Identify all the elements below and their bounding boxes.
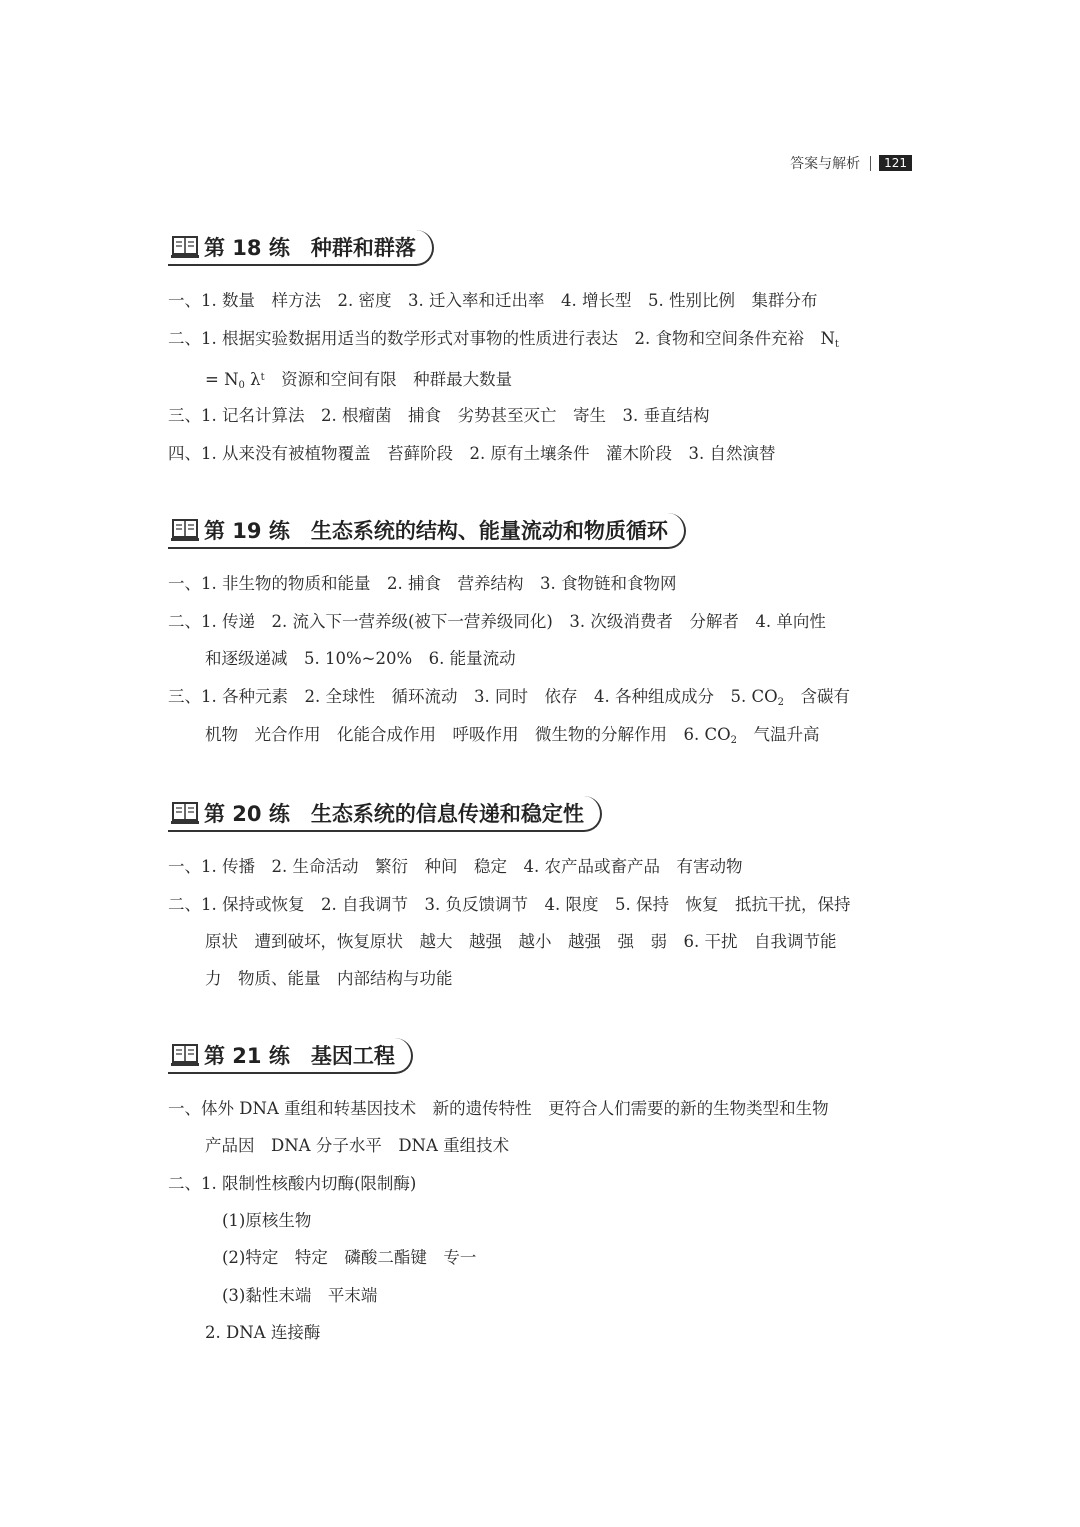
answer-line [205,725,820,751]
section-20 [168,796,913,832]
section-18 [168,230,913,266]
answer-line: 一、1. 数量 样方法 2. 密度 3. 迁入率和迁出率 4. 增长型 5. 性别比例 集群分布 [168,291,818,310]
answer-line: 三、1. 记名计算法 2. 根瘤菌 捕食 劣势甚至灭亡 寄生 3. 垂直结构 [168,406,710,425]
answer-line-text: 含碳有 [783,687,850,706]
answer-line [168,687,850,713]
subscript: t [834,339,839,350]
answer-line: (1)原核生物 [222,1211,312,1230]
answer-line-text: 三、1. 各种元素 2. 全球性 循环流动 3. 同时 依存 4. 各种组成成分 5. CO [168,687,778,706]
header-divider [870,156,871,171]
subscript: 2 [777,697,784,708]
answer-line: 二、1. 保持或恢复 2. 自我调节 3. 负反馈调节 4. 限度 5. 保持 恢复 抵抗干扰，保持 [168,895,851,914]
section-title-text: 第 20 练 生态系统的信息传递和稳定性 [204,802,584,826]
book-icon [170,518,200,542]
section-19 [168,513,913,549]
answer-line-text: 机物 光合作用 化能合成作用 呼吸作用 微生物的分解作用 6. CO [205,725,731,744]
answer-line-text: 二、1. 根据实验数据用适当的数学形式对事物的性质进行表达 2. 食物和空间条件充裕 N [168,329,835,348]
section-title-text: 第 19 练 生态系统的结构、能量流动和物质循环 [204,519,668,543]
answer-line: 四、1. 从来没有被植物覆盖 苔藓阶段 2. 原有土壤条件 灌木阶段 3. 自然演替 [168,444,776,463]
book-icon [170,1043,200,1067]
answer-line: 2. DNA 连接酶 [205,1323,321,1342]
section-title-text: 第 21 练 基因工程 [204,1044,395,1068]
section-title-20 [168,796,602,832]
answer-line: 一、体外 DNA 重组和转基因技术 新的遗传特性 更符合人们需要的新的生物类型和生物 [168,1099,829,1118]
answer-line: (3)黏性末端 平末端 [222,1286,378,1305]
section-title-21 [168,1038,413,1074]
header-title: 答案与解析 [790,156,861,172]
formula-part: = N [205,370,239,389]
section-title-18 [168,230,434,266]
answer-line-text: 气温升高 [737,725,820,744]
answer-line: 和逐级递减 5. 10%~20% 6. 能量流动 [205,649,516,668]
answer-line: 一、1. 非生物的物质和能量 2. 捕食 营养结构 3. 食物链和食物网 [168,574,677,593]
answer-line: 产品因 DNA 分子水平 DNA 重组技术 [205,1136,510,1155]
answer-line: 二、1. 传递 2. 流入下一营养级(被下一营养级同化) 3. 次级消费者 分解者 4. 单向性 [168,612,826,631]
book-icon [170,801,200,825]
section-21 [168,1038,913,1074]
book-icon [170,235,200,259]
answer-line: 二、1. 限制性核酸内切酶(限制酶) [168,1174,417,1193]
page-number: 121 [879,155,912,171]
answer-line: 原状 遭到破坏，恢复原状 越大 越强 越小 越强 强 弱 6. 干扰 自我调节能 [205,932,837,951]
subscript: 2 [730,735,738,746]
answer-line: 力 物质、能量 内部结构与功能 [205,969,453,988]
answer-line-text: 资源和空间有限 种群最大数量 [264,370,513,389]
answer-line [168,329,839,355]
section-title-19 [168,513,686,549]
superscript: t [260,372,265,383]
answer-line: 一、1. 传播 2. 生命活动 繁衍 种间 稳定 4. 农产品或畜产品 有害动物 [168,857,743,876]
page-header [760,152,912,174]
subscript: 0 [238,380,245,391]
section-title-text: 第 18 练 种群和群落 [204,236,416,260]
formula-part: λ [250,370,261,389]
answer-line [205,368,512,396]
answer-line: (2)特定 特定 磷酸二酯键 专一 [222,1248,477,1267]
